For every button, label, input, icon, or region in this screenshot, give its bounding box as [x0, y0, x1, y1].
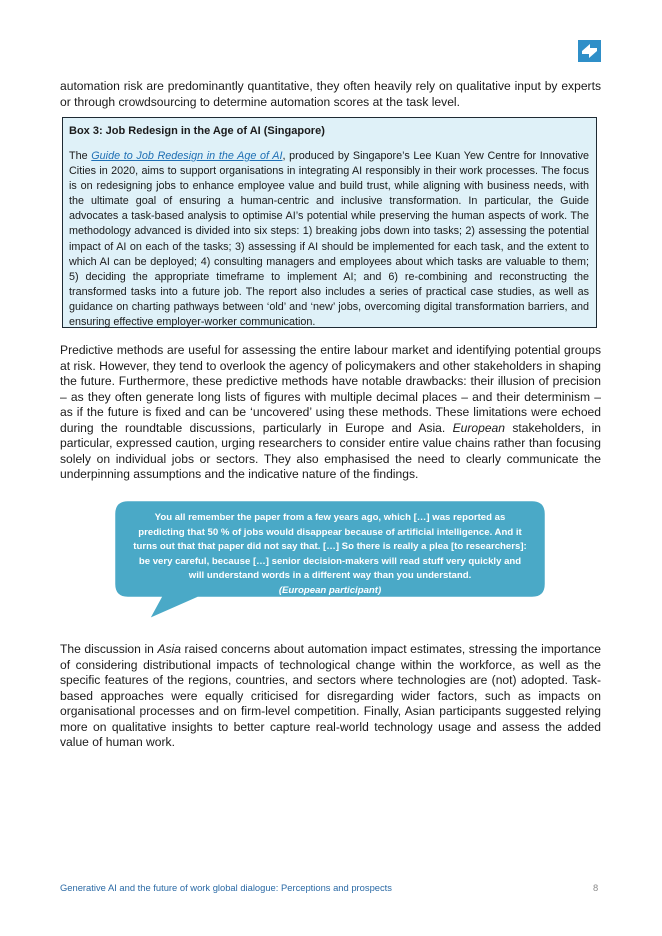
predictive-methods-paragraph	[60, 343, 601, 483]
page-number: 8	[593, 882, 599, 893]
box-body-prefix: The	[69, 150, 92, 162]
quote-body: You all remember the paper from a few years ago, which […] was reported as predicting that 50 % of jobs would disappear because of artificial intelligence. And it turns out that that paper did not say that. […] So there is really a plea [to researchers]: be very careful, because […] senior decision-makers will read stuff very quickly and will understand words in a different way than you understand.	[133, 512, 527, 582]
case-study-box	[62, 117, 597, 328]
paragraph-3-part2: raised concerns about automation impact estimates, stressing the importance of considering distributional impacts of technological change within the workforce, as well as the specific features of the regions, countries, and sectors where technologies are (not) adopted. Task-based approaches were equally criticised for disregarding wider factors, such as impacts on organisational processes and on firm-level competition. Finally, Asian participants suggested relying more on qualitative insights to better capture real-world technology usage and assess the added value of human work.	[60, 642, 601, 749]
footer-title: Generative AI and the future of work global dialogue: Perceptions and prospects	[60, 882, 392, 893]
ilo-logo-icon	[578, 40, 601, 62]
box-body-rest: , produced by Singapore’s Lee Kuan Yew Centre for Innovative Cities in 2020, aims to support organisations in integrating AI responsibly in their work processes. The focus is on redesigning jobs to enhance employee value and build trust, while aligning with business needs, with the ultimate goal of ensuring a human-centric and inclusive transformation. In particular, the Guide advocates a task-based analysis to optimise AI’s potential while preserving the human aspects of work. The methodology advanced is divided into six steps: 1) breaking jobs down into tasks; 2) assessing the potential impact of AI on each of the tasks; 3) assessing if AI should be implemented for each task, and the extent to which AI can be deployed; 4) consulting managers and employees about which tasks are valuable to them; 5) deciding the appropriate timeframe to implement AI; and 6) re-combining and reconstructing the transformed tasks into a future job. The report also includes a series of practical case studies, as well as guidance on charting pathways between ‘old’ and ‘new’ jobs, overcoming digital transformation barriers, and ensuring effective employer-worker communication.	[69, 150, 589, 329]
paragraph-2-part2: stakeholders, in particular, expressed caution, urging researchers to consider entire value chains rather than focusing solely on individual jobs or sectors. They also emphasised the need to clearly communicate the underpinning assumptions and the indicative nature of the findings.	[60, 420, 601, 481]
intro-paragraph: automation risk are predominantly quantitative, they often heavily rely on qualitative input by experts or through crowdsourcing to determine automation scores at the task level.	[60, 79, 601, 109]
guide-link[interactable]: Guide to Job Redesign in the Age of AI	[91, 150, 283, 162]
box-title: Box 3: Job Redesign in the Age of AI (Singapore)	[69, 125, 325, 137]
paragraph-3-part1: The discussion in	[60, 642, 158, 656]
quote-text	[132, 511, 528, 599]
paragraph-2-part1: Predictive methods are useful for assessing the entire labour market and identifying potential groups at risk. However, they tend to overlook the agency of policymakers and other stakeholders in shaping the future. Furthermore, these predictive methods have notable drawbacks: their illusion of precision – as they often generate long lists of figures with multiple decimal places – and their determinism – as if the future is fixed and can be ‘uncovered’ using these methods. These limitations were echoed during the roundtable discussions, particularly in Europe and Asia.	[60, 343, 601, 435]
asia-discussion-paragraph	[60, 642, 601, 751]
quote-bubble	[112, 498, 548, 622]
paragraph-2-emphasis: European	[452, 420, 506, 435]
box-body	[69, 149, 589, 330]
quote-attribution: (European participant)	[278, 584, 382, 596]
paragraph-3-emphasis: Asia	[157, 642, 181, 656]
